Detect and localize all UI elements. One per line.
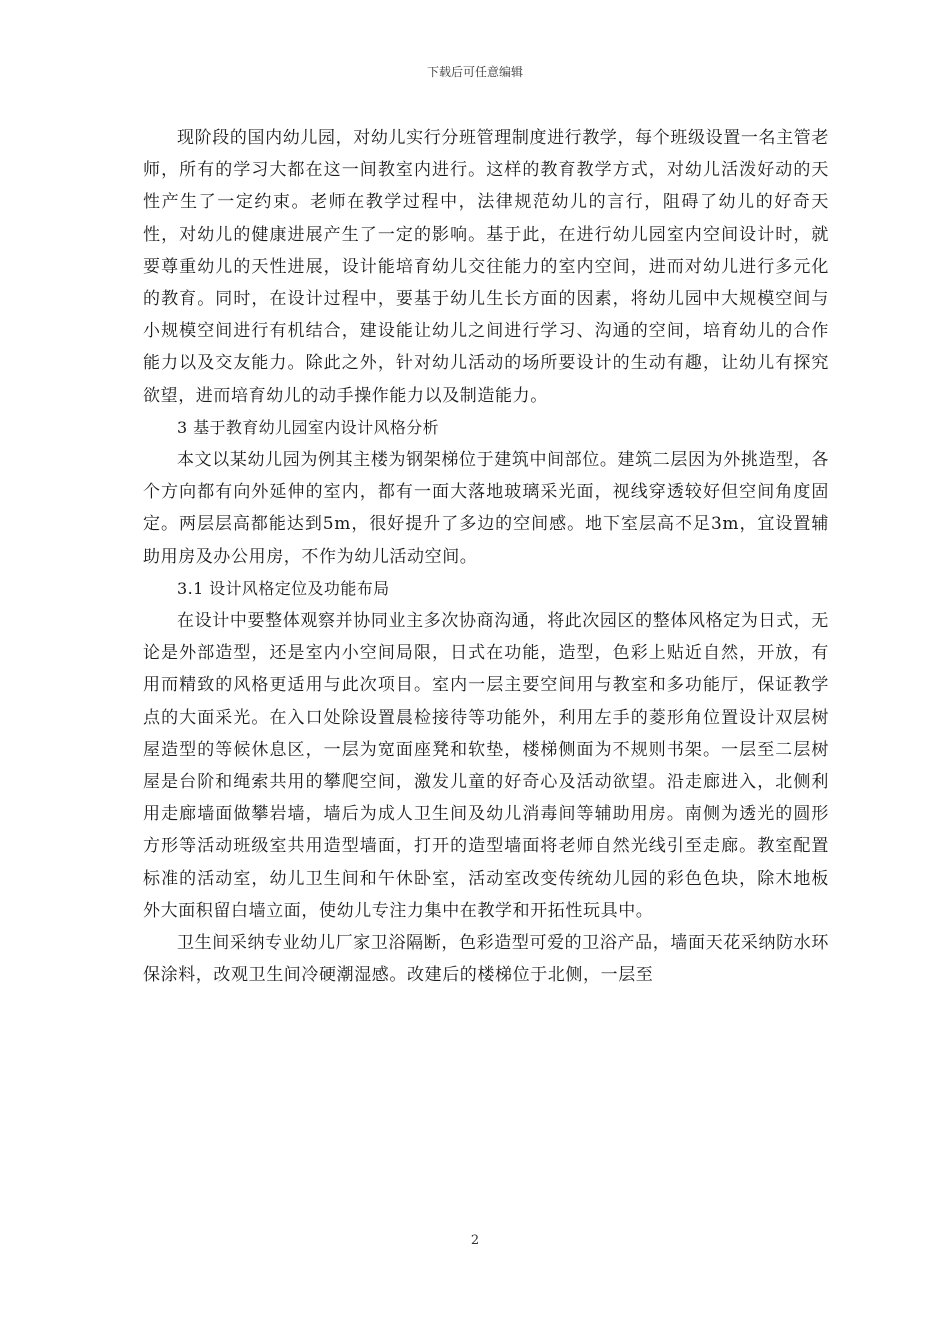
page-header: 下载后可任意编辑 (426, 65, 523, 79)
paragraph-building-overview: 本文以某幼儿园为例其主楼为钢架梯位于建筑中间部位。建筑二层因为外挑造型，各个方向都有向外延伸的室内，都有一面大落地玻璃采光面，视线穿透较好但空间角度固定。两层层高都能达到5m，很好提升了多边的空间感。地下室层高不足3m，宜设置辅助用房及办公用房，不作为幼儿活动空间。 (143, 450, 829, 567)
document-body (143, 122, 829, 991)
paragraph-style-layout: 在设计中要整体观察并协同业主多次协商沟通，将此次园区的整体风格定为日式，无论是外部造型，还是室内小空间局限，日式在功能，造型，色彩上贴近自然，开放，有用而精致的风格更适用与此次项目。室内一层主要空间用与教室和多功能厅，保证教学点的大面采光。在入口处除设置晨检接待等功能外，利用左手的菱形角位置设计双层树屋造型的等候休息区，一层为宽面座凳和软垫，楼梯侧面为不规则书架。一层至二层树屋是台阶和绳索共用的攀爬空间，激发儿童的好奇心及活动欲望。沿走廊进入，北侧利用走廊墙面做攀岩墙，墙后为成人卫生间及幼儿消毒间等辅助用房。南侧为透光的圆形方形等活动班级室共用造型墙面，打开的造型墙面将老师自然光线引至走廊。教室配置标准的活动室，幼儿卫生间和午休卧室，活动室改变传统幼儿园的彩色色块，除木地板外大面积留白墙立面，使幼儿专注力集中在教学和开拓性玩具中。 (143, 611, 829, 921)
section-heading-3-1: 3.1 设计风格定位及功能布局 (177, 578, 390, 598)
section-heading-3: 3 基于教育幼儿园室内设计风格分析 (177, 417, 440, 437)
paragraph-intro: 现阶段的国内幼儿园，对幼儿实行分班管理制度进行教学，每个班级设置一名主管老师，所有的学习大都在这一间教室内进行。这样的教育教学方式，对幼儿活泼好动的天性产生了一定约束。老师在教学过程中，法律规范幼儿的言行，阻碍了幼儿的好奇天性，对幼儿的健康进展产生了一定的影响。基于此，在进行幼儿园室内空间设计时，就要尊重幼儿的天性进展，设计能培育幼儿交往能力的室内空间，进而对幼儿进行多元化的教育。同时，在设计过程中，要基于幼儿生长方面的因素，将幼儿园中大规模空间与小规模空间进行有机结合，建设能让幼儿之间进行学习、沟通的空间，培育幼儿的合作能力以及交友能力。除此之外，针对幼儿活动的场所要设计的生动有趣，让幼儿有探究欲望，进而培育幼儿的动手操作能力以及制造能力。 (143, 128, 829, 406)
paragraph-bathroom: 卫生间采纳专业幼儿厂家卫浴隔断，色彩造型可爱的卫浴产品，墙面天花采纳防水环保涂料，改观卫生间冷硬潮湿感。改建后的楼梯位于北侧，一层至 (143, 933, 829, 986)
page-number: 2 (470, 1233, 480, 1248)
